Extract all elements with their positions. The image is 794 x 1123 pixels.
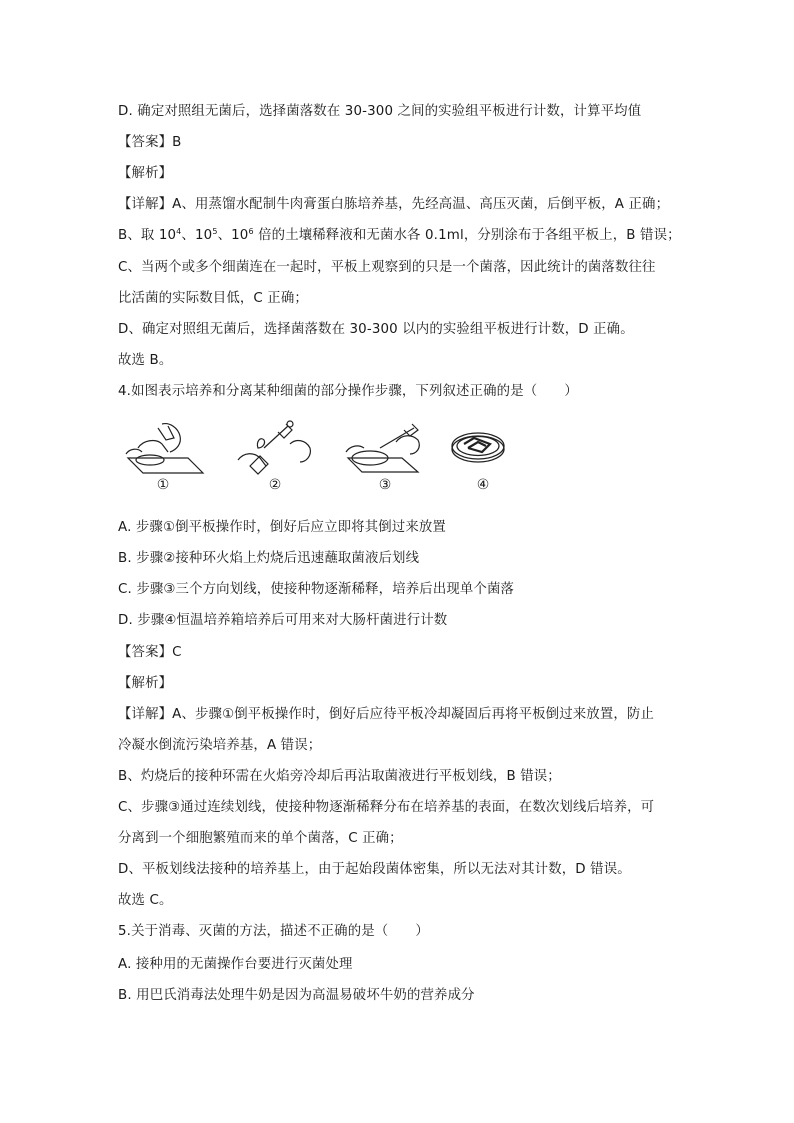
- option-b-q4: B. 步骤②接种环火焰上灼烧后迅速蘸取菌液后划线: [118, 551, 420, 566]
- explanation-line: 冷凝水倒流污染培养基，A 错误；: [118, 738, 322, 753]
- dilution-sep: 、10: [217, 228, 249, 243]
- procedure-figure: [118, 418, 518, 498]
- dilution-prefix: B、取 10: [118, 228, 177, 243]
- dilution-sep: 、10: [181, 228, 213, 243]
- figure-step-1: [118, 418, 208, 498]
- explanation-line: C、步骤③通过连续划线，使接种物逐渐稀释分布在培养基的表面，在数次划线后培养，可: [118, 800, 655, 815]
- analysis-heading-q3: 【解析】: [118, 166, 173, 181]
- question-4-stem: 4.如图表示培养和分离某种细菌的部分操作步骤，下列叙述正确的是（ ）: [118, 384, 578, 399]
- option-d-q4: D. 步骤④恒温培养箱培养后可用来对大肠杆菌进行计数: [118, 613, 448, 628]
- figure-label: ②: [268, 477, 282, 493]
- answer-q4: 【答案】C: [118, 645, 182, 660]
- figure-step-3: [340, 418, 430, 498]
- question-5-stem: 5.关于消毒、灭菌的方法，描述不正确的是（ ）: [118, 924, 429, 939]
- conclusion-line: 故选 C。: [118, 893, 173, 908]
- analysis-heading-q4: 【解析】: [118, 676, 173, 691]
- figure-step-4: [438, 418, 528, 498]
- figure-label: ③: [378, 477, 392, 493]
- petri-dish-colonies-illustration-icon: [438, 418, 528, 478]
- explanation-line: 【详解】A、用蒸馏水配制牛肉膏蛋白胨培养基，先经高温、高压灭菌，后倒平板，A 正确；: [118, 197, 670, 212]
- figure-label: ④: [476, 477, 490, 493]
- option-c-q4: C. 步骤③三个方向划线，使接种物逐渐稀释，培养后出现单个菌落: [118, 582, 515, 597]
- explanation-line: 分离到一个细胞繁殖而来的单个菌落，C 正确；: [118, 831, 403, 846]
- explanation-line: B、灼烧后的接种环需在火焰旁冷却后再沾取菌液进行平板划线，B 错误；: [118, 769, 561, 784]
- explanation-line-dilution: [118, 226, 684, 246]
- pour-plate-illustration-icon: [118, 418, 208, 478]
- exponent: 6: [248, 227, 254, 236]
- exponent: 5: [212, 227, 218, 236]
- explanation-line: 比活菌的实际数目低，C 正确；: [118, 291, 308, 306]
- explanation-line: D、确定对照组无菌后，选择菌落数在 30-300 以内的实验组平板进行计数，D 正确。: [118, 322, 634, 337]
- option-d-q3: D. 确定对照组无菌后，选择菌落数在 30-300 之间的实验组平板进行计数，计算平均值: [118, 104, 642, 119]
- exponent: 4: [176, 227, 182, 236]
- conclusion-line: 故选 B。: [118, 353, 173, 368]
- explanation-line: 【详解】A、步骤①倒平板操作时，倒好后应待平板冷却凝固后再将平板倒过来放置，防止: [118, 707, 655, 722]
- explanation-line: D、平板划线法接种的培养基上，由于起始段菌体密集，所以无法对其计数，D 错误。: [118, 862, 631, 877]
- figure-step-2: [230, 418, 320, 498]
- streak-plate-illustration-icon: [340, 418, 430, 478]
- option-a-q5: A. 接种用的无菌操作台要进行灭菌处理: [118, 957, 353, 972]
- explanation-line: C、当两个或多个细菌连在一起时，平板上观察到的只是一个菌落，因此统计的菌落数往往: [118, 260, 656, 275]
- dilution-suffix: 倍的土壤稀释液和无菌水各 0.1ml，分别涂布于各组平板上，B 错误；: [253, 228, 681, 243]
- flame-sterilize-loop-illustration-icon: [230, 418, 320, 478]
- option-a-q4: A. 步骤①倒平板操作时，倒好后应立即将其倒过来放置: [118, 520, 446, 535]
- answer-q3: 【答案】B: [118, 135, 182, 150]
- figure-label: ①: [156, 477, 170, 493]
- option-b-q5: B. 用巴氏消毒法处理牛奶是因为高温易破坏牛奶的营养成分: [118, 988, 475, 1003]
